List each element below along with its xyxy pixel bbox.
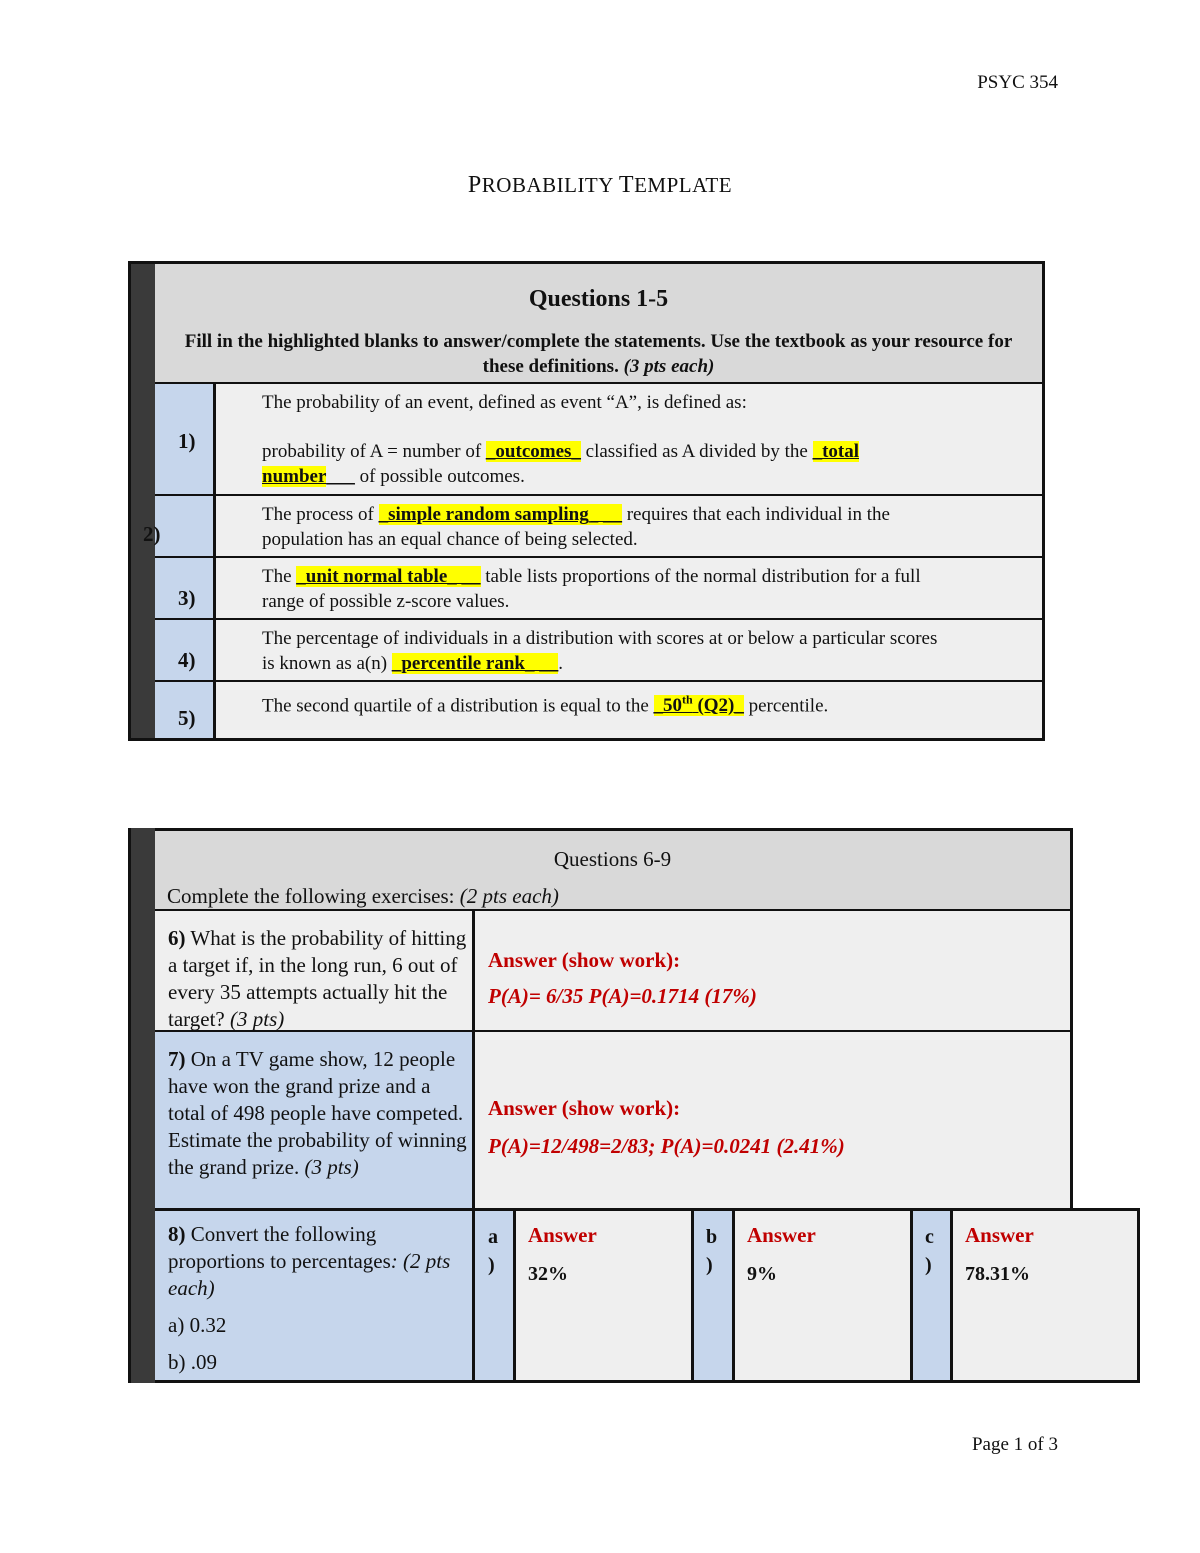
course-code: PSYC 354 bbox=[977, 72, 1058, 93]
answer-blank[interactable]: _outcomes_ bbox=[485, 441, 581, 462]
number-cell bbox=[155, 496, 216, 556]
answer-label: Answer bbox=[965, 1223, 1034, 1247]
part-letter-cell-c: c ) bbox=[913, 1211, 953, 1380]
question-text: The percentage of individuals in a distribution with scores at or below a particular scores is known as a(n) _percentile rank_ __. bbox=[262, 628, 938, 674]
answer-value[interactable]: P(A)= 6/35 P(A)=0.1714 (17%) bbox=[488, 984, 757, 1008]
question-number: 2) bbox=[143, 522, 161, 546]
answer-value[interactable]: 9% bbox=[747, 1263, 777, 1285]
answer-blank[interactable]: _simple random sampling_ __ bbox=[378, 504, 622, 525]
answer-blank[interactable]: _unit normal table_ __ bbox=[296, 566, 481, 587]
questions-1-5-table bbox=[128, 261, 1045, 741]
question-row-4 bbox=[155, 620, 1042, 682]
answer-value[interactable]: 32% bbox=[528, 1263, 568, 1285]
question-row-6 bbox=[155, 911, 1070, 1032]
page-title: PROBABILITY TEMPLATE bbox=[467, 172, 733, 198]
question-text: The probability of an event, defined as event “A”, is defined as: probability of A = number of _outcomes_ classified as A divided by the _total number___ of possible outcomes. bbox=[262, 392, 859, 487]
answer-blank[interactable]: _50th (Q2)_ bbox=[653, 693, 744, 717]
question-text: 6) What is the probability of hitting a target if, in the long run, 6 out of every 35 attempts actually hit the target? (3 pts) bbox=[168, 926, 467, 1031]
part-answer-cell-a bbox=[516, 1211, 694, 1380]
question-row-8 bbox=[155, 1208, 1140, 1383]
part-answer-cell-b bbox=[735, 1211, 913, 1380]
question-text: 7) On a TV game show, 12 people have won the grand prize and a total of 498 people have competed. Estimate the probability of winning the grand prize. (3 pts) bbox=[168, 1047, 467, 1179]
question-number: 3) bbox=[178, 586, 196, 610]
question-text: The _unit normal table_ __ table lists proportions of the normal distribution for a full range of possible z-score values. bbox=[262, 566, 921, 612]
answer-label: Answer (show work): bbox=[488, 1096, 681, 1120]
question-row-2 bbox=[143, 496, 1042, 558]
questions-6-9-table bbox=[128, 828, 1140, 1383]
question-number: 1) bbox=[178, 429, 196, 453]
answer-blank[interactable]: _percentile rank_ __ bbox=[391, 653, 559, 674]
question-text: 8) Convert the following proportions to percentages: (2 pts each) a) 0.32 b) .09 bbox=[168, 1222, 451, 1374]
page-number: Page 1 of 3 bbox=[971, 1434, 1058, 1455]
section-instructions: Fill in the highlighted blanks to answer/complete the statements. Use the textbook as your resource for these definitions. (3 pts each) bbox=[184, 331, 1013, 377]
answer-value[interactable]: P(A)=12/498=2/83; P(A)=0.0241 (2.41%) bbox=[488, 1134, 845, 1158]
answer-label: Answer bbox=[528, 1223, 597, 1247]
table-side-bar bbox=[131, 264, 155, 738]
section-header bbox=[155, 264, 1042, 384]
section-heading: Questions 6-9 bbox=[553, 847, 672, 871]
question-number: 5) bbox=[178, 706, 196, 730]
question-text: The process of _simple random sampling_ __ requires that each individual in the population has an equal chance of being selected. bbox=[262, 504, 890, 550]
part-letter-cell-a: a ) bbox=[475, 1211, 516, 1380]
answer-blank[interactable]: _total bbox=[812, 441, 859, 462]
question-text: The second quartile of a distribution is equal to the _50th (Q2)_ percentile. bbox=[262, 693, 829, 717]
question-number: 4) bbox=[178, 648, 196, 672]
section-heading: Questions 1-5 bbox=[528, 286, 669, 312]
answer-label: Answer bbox=[747, 1223, 816, 1247]
answer-value[interactable]: 78.31% bbox=[965, 1263, 1030, 1285]
question-row-3 bbox=[155, 558, 1042, 620]
question-row-7 bbox=[155, 1032, 1070, 1208]
section-header bbox=[155, 831, 1070, 911]
question-row-5 bbox=[155, 682, 1042, 738]
part-letter-cell-b: b ) bbox=[694, 1211, 735, 1380]
question-row-1 bbox=[155, 384, 1042, 496]
section-instructions: Complete the following exercises: (2 pts each) bbox=[167, 884, 559, 908]
answer-label: Answer (show work): bbox=[488, 948, 681, 972]
answer-blank[interactable]: number bbox=[262, 466, 327, 487]
table-side-bar bbox=[128, 828, 155, 1383]
part-answer-cell-c bbox=[953, 1211, 1134, 1380]
